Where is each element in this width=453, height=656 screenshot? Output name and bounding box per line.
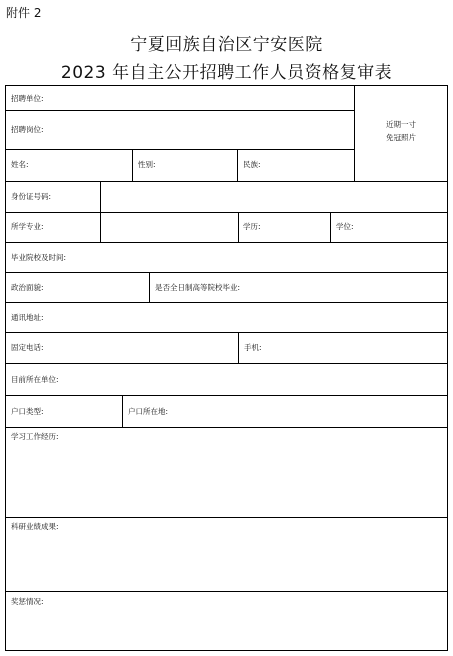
hospital-title: 宁夏回族自治区宁安医院 [130,35,323,55]
label-degree: 学位: [336,222,354,231]
label-major: 所学专业: [11,222,44,231]
row-position-unit [5,85,355,111]
label-mobile: 手机: [244,343,262,352]
row-mailing-address [5,302,448,333]
photo-instruction-line1: 近期一寸 [386,120,416,129]
label-ethnicity: 民族: [243,160,261,169]
label-education: 学历: [243,222,261,231]
label-full-time-grad: 是否全日制高等院校毕业: [155,283,241,292]
cell-mobile [238,332,448,364]
row-research-achievements [5,517,448,592]
label-gender: 性别: [138,160,156,169]
label-household-location: 户口所在地: [128,407,169,416]
row-awards [5,591,448,651]
cell-household-location [122,395,448,428]
label-position-post: 招聘岗位: [11,125,44,134]
cell-major-value [100,212,239,243]
row-study-work-history [5,427,448,518]
form-title: 2023 年自主公开招聘工作人员资格复审表 [60,63,393,83]
label-graduate-school-time: 毕业院校及时间: [11,253,67,262]
photo-instruction-line2: 免冠照片 [386,133,416,142]
label-name: 姓名: [11,160,29,169]
label-research-achievements: 科研业绩成果: [11,522,59,531]
label-mailing-address: 通讯地址: [11,313,44,322]
attachment-label: 附件 2 [6,6,42,20]
row-position-post [5,110,355,150]
label-awards: 奖惩情况: [11,597,44,606]
row-current-employer [5,363,448,396]
label-position-unit: 招聘单位: [11,94,44,103]
label-political-status: 政治面貌: [11,283,44,292]
label-household-type: 户口类型: [11,407,44,416]
cell-id-value [100,181,448,213]
label-id-number: 身份证号码: [11,192,52,201]
label-current-employer: 目前所在单位: [11,375,59,384]
label-landline: 固定电话: [11,343,44,352]
label-study-work-history: 学习工作经历: [11,432,59,441]
row-graduate-school [5,242,448,273]
